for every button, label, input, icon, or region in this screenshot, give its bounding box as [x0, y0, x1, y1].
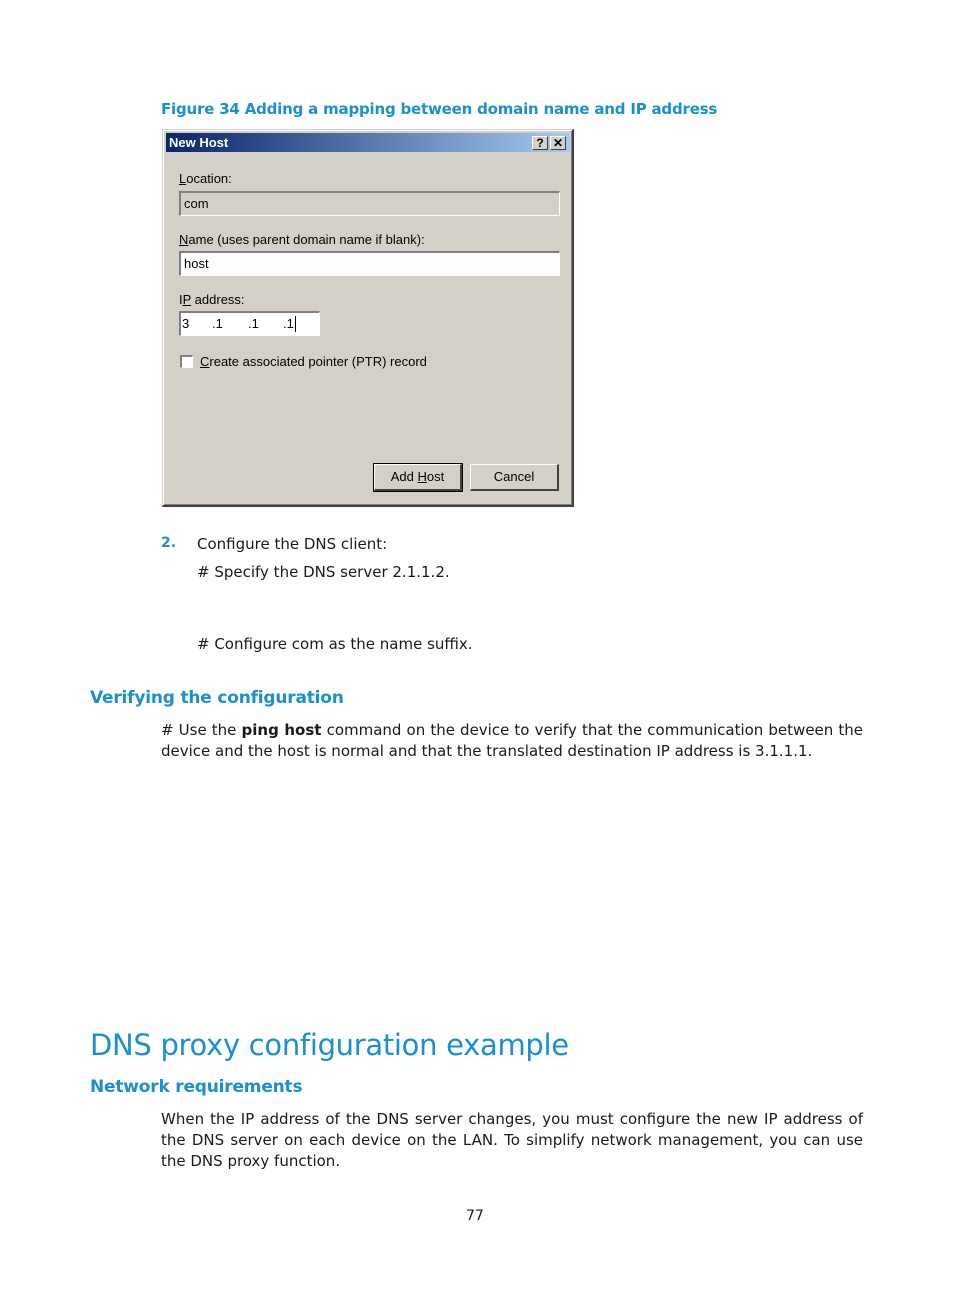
step-number: 2. — [161, 535, 177, 551]
page-number: 77 — [466, 1208, 484, 1224]
cancel-button[interactable]: Cancel — [470, 464, 559, 491]
name-input[interactable] — [179, 251, 560, 276]
help-button[interactable] — [532, 136, 548, 150]
network-requirements-heading: Network requirements — [90, 1077, 303, 1097]
verifying-heading: Verifying the configuration — [90, 688, 344, 708]
ip-octet-4[interactable]: .1 — [283, 316, 294, 331]
network-requirements-paragraph: When the IP address of the DNS server changes, you must configure the new IP address of the DNS server on each device on the LAN. To simplify network management, you can use the DNS proxy function. — [161, 1110, 863, 1170]
verifying-paragraph: # Use the ping host command on the device to verify that the communication between the device and the host is normal and that the translated destination IP address is 3.1.1.1. — [161, 721, 863, 760]
location-label: Location: — [179, 171, 232, 186]
new-host-dialog — [162, 129, 574, 507]
ip-address-input[interactable] — [179, 311, 320, 336]
name-value: host — [184, 256, 209, 271]
section-heading: DNS proxy configuration example — [90, 1028, 569, 1062]
ping-host-command: ping host — [241, 721, 322, 739]
name-label: Name (uses parent domain name if blank): — [179, 232, 425, 247]
close-icon: ✕ — [552, 136, 564, 150]
location-field — [179, 191, 560, 216]
close-button[interactable] — [550, 136, 566, 150]
location-value: com — [184, 196, 209, 211]
ptr-record-checkbox[interactable] — [180, 355, 193, 368]
ip-octet-2[interactable]: .1 — [212, 316, 223, 331]
dialog-titlebar[interactable] — [166, 133, 570, 152]
specify-server-text: # Specify the DNS server 2.1.1.2. — [197, 563, 450, 581]
ip-octet-3[interactable]: .1 — [248, 316, 259, 331]
dialog-title: New Host — [169, 135, 229, 150]
ip-address-label: IP address: — [179, 292, 245, 307]
figure-caption: Figure 34 Adding a mapping between domain name and IP address — [161, 100, 718, 118]
step-text: Configure the DNS client: — [197, 535, 388, 553]
help-icon: ? — [536, 136, 544, 150]
ptr-record-label[interactable]: Create associated pointer (PTR) record — [200, 354, 427, 369]
add-host-button[interactable]: Add Host — [374, 464, 462, 491]
text-caret — [295, 316, 296, 332]
ip-octet-1[interactable]: 3 — [182, 316, 190, 331]
configure-suffix-text: # Configure com as the name suffix. — [197, 635, 473, 653]
